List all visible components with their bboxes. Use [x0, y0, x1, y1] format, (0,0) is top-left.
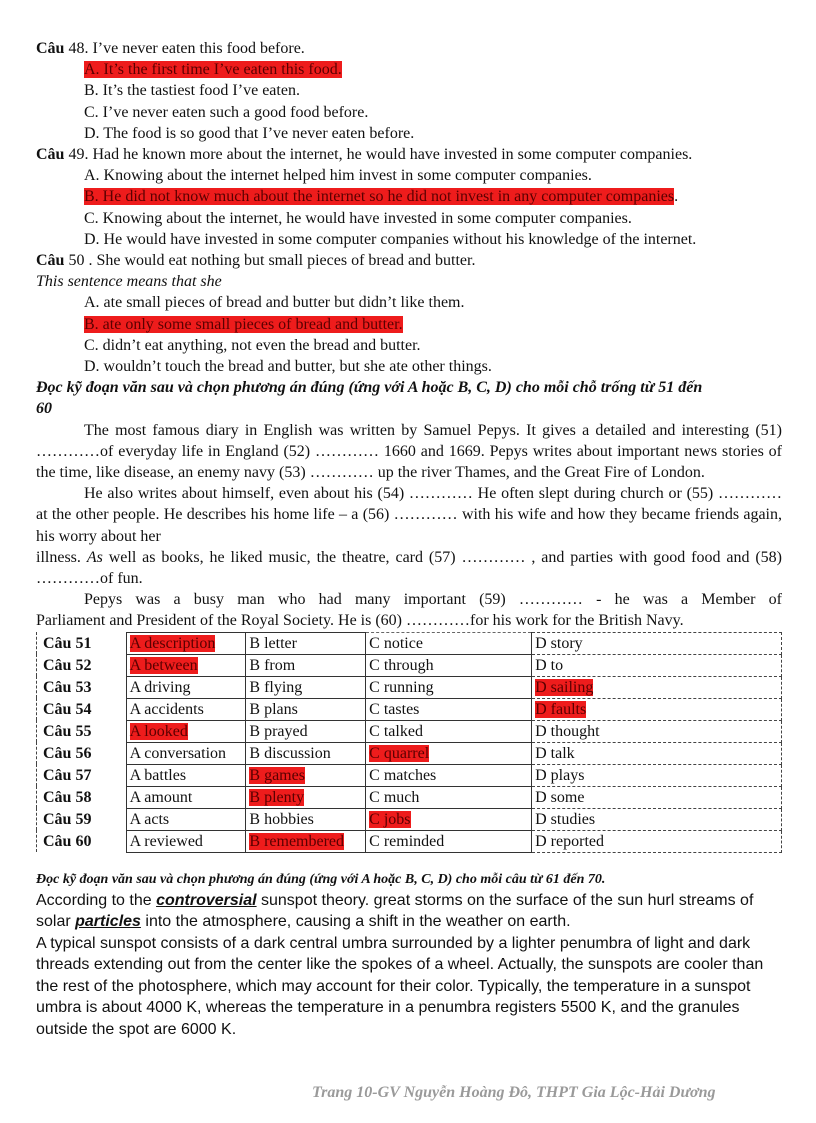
- answer-options-table: [36, 632, 782, 853]
- question-number-cell: Câu 54: [37, 698, 127, 720]
- option-cell-b: B discussion: [246, 742, 366, 764]
- question-number-cell: Câu 55: [37, 720, 127, 742]
- underlined-word-particles: particles: [75, 913, 141, 931]
- option-row: [37, 632, 782, 654]
- question-50: [36, 250, 782, 271]
- option-cell-c: C quarrel: [366, 742, 532, 764]
- question-label: Câu: [36, 40, 65, 57]
- option-cell-b: B letter: [246, 632, 366, 654]
- q50-prompt: This sentence means that she: [36, 273, 222, 291]
- question-label: Câu: [36, 146, 65, 164]
- option-cell-b: B games: [246, 764, 366, 786]
- option-cell-c: C running: [366, 676, 532, 698]
- q49-option-a: A. Knowing about the internet helped him invest in some computer companies.: [84, 167, 592, 185]
- option-cell-a: A conversation: [126, 742, 246, 764]
- question-number-cell: Câu 57: [37, 764, 127, 786]
- question-number-cell: Câu 51: [37, 632, 127, 654]
- section1-instruction-cont: 60: [36, 400, 52, 418]
- passage-paragraph-4: Pepys was a busy man who had many important (59) ………… - he was a Member of: [84, 591, 782, 609]
- option-row: [37, 698, 782, 720]
- page-footer: Trang 10-GV Nguyễn Hoàng Đô, THPT Gia Lộc-Hải Dương: [312, 1084, 716, 1101]
- option-row: [37, 830, 782, 852]
- option-row: [37, 720, 782, 742]
- option-cell-d: D talk: [532, 742, 782, 764]
- option-cell-d: D sailing: [532, 676, 782, 698]
- question-stem: 50 . She would eat nothing but small pieces of bread and butter.: [64, 252, 476, 270]
- question-number-cell: Câu 58: [37, 786, 127, 808]
- question-stem: 49. Had he known more about the internet, he would have invested in some computer companies.: [64, 146, 693, 164]
- option-cell-b: B from: [246, 654, 366, 676]
- option-cell-c: C notice: [366, 632, 532, 654]
- option-cell-c: C matches: [366, 764, 532, 786]
- q48-option-a: A. It’s the first time I’ve eaten this food.: [84, 61, 342, 79]
- exam-page: [36, 38, 782, 1040]
- option-cell-d: D studies: [532, 808, 782, 830]
- question-number-cell: Câu 59: [37, 808, 127, 830]
- option-cell-c: C much: [366, 786, 532, 808]
- q49-option-d: D. He would have invested in some computer companies without his knowledge of the internet.: [84, 230, 697, 248]
- option-cell-c: C reminded: [366, 830, 532, 852]
- question-stem: 48. I’ve never eaten this food before.: [64, 40, 305, 57]
- passage-paragraph-1: The most famous diary in English was written by Samuel Pepys. It gives a detailed and interesting (51) …………of everyday life in England (52) ………… 1660 and 1669. Pepys writes about important news stories of the time, like disease, an enemy navy (53) ………… up the river Thames, and the Great Fire of London.: [36, 421, 782, 482]
- question-48: [36, 38, 782, 59]
- option-cell-c: C jobs: [366, 808, 532, 830]
- option-cell-d: D reported: [532, 830, 782, 852]
- option-cell-a: A between: [126, 654, 246, 676]
- q50-option-b: B. ate only some small pieces of bread and butter.: [84, 315, 403, 333]
- q48-option-b: B. It’s the tastiest food I’ve eaten.: [84, 82, 300, 100]
- option-cell-d: D some: [532, 786, 782, 808]
- passage-paragraph-2: He also writes about himself, even about his (54) ………… He often slept during church or (55) ………… at the other people. He describes his home life – a (56) ………… with his wife and how they became friends again, his worry about her: [36, 485, 782, 545]
- q49-option-c: C. Knowing about the internet, he would have invested in some computer companies.: [84, 209, 632, 227]
- reading-paragraph-2: A typical sunspot consists of a dark central umbra surrounded by a lighter penumbra of light and dark threads extending out from the center like the spokes of a wheel. Actually, the sunspots are cooler than the rest of the photosphere, which may account for their color. Typically, the temperature in a sunspot umbra is about 4000 K, whereas the temperature in a penumbra registers 5500 K, and the granules outside the spot are 6000 K.: [36, 934, 764, 1038]
- option-cell-b: B flying: [246, 676, 366, 698]
- q50-option-c: C. didn’t eat anything, not even the bread and butter.: [84, 336, 421, 354]
- question-number-cell: Câu 53: [37, 676, 127, 698]
- question-label: Câu: [36, 252, 65, 270]
- q48-option-d: D. The food is so good that I’ve never eaten before.: [84, 124, 415, 142]
- option-cell-b: B hobbies: [246, 808, 366, 830]
- option-cell-d: D thought: [532, 720, 782, 742]
- option-cell-a: A reviewed: [126, 830, 246, 852]
- underlined-word-controversial: controversial: [156, 891, 257, 909]
- option-cell-d: D plays: [532, 764, 782, 786]
- option-cell-b: B plenty: [246, 786, 366, 808]
- section1-instruction: Đọc kỹ đoạn văn sau và chọn phương án đúng (ứng với A hoặc B, C, D) cho mỗi chỗ trống từ 51 đến: [36, 379, 703, 397]
- option-cell-a: A amount: [126, 786, 246, 808]
- option-row: [37, 742, 782, 764]
- option-cell-b: B prayed: [246, 720, 366, 742]
- option-cell-c: C talked: [366, 720, 532, 742]
- option-row: [37, 786, 782, 808]
- option-cell-d: D faults: [532, 698, 782, 720]
- reading-paragraph-1: According to the controversial sunspot theory. great storms on the surface of the sun hurl streams of solar particles into the atmosphere, causing a shift in the weather on earth.: [36, 891, 754, 931]
- option-cell-a: A description: [126, 632, 246, 654]
- option-cell-a: A accidents: [126, 698, 246, 720]
- question-number-cell: Câu 60: [37, 830, 127, 852]
- q50-option-d: D. wouldn’t touch the bread and butter, but she ate other things.: [84, 358, 492, 376]
- option-cell-d: D to: [532, 654, 782, 676]
- q48-option-c: C. I’ve never eaten such a good food before.: [84, 103, 369, 121]
- option-row: [37, 808, 782, 830]
- passage-paragraph-4-cont: Parliament and President of the Royal Society. He is (60) …………for his work for the British Navy.: [36, 612, 684, 630]
- question-number-cell: Câu 52: [37, 654, 127, 676]
- question-49: [36, 144, 782, 165]
- option-cell-c: C through: [366, 654, 532, 676]
- option-cell-b: B remembered: [246, 830, 366, 852]
- option-row: [37, 676, 782, 698]
- q49-option-b: B. He did not know much about the internet so he did not invest in any computer companies.: [84, 188, 679, 206]
- option-cell-a: A battles: [126, 764, 246, 786]
- option-cell-d: D story: [532, 632, 782, 654]
- option-cell-c: C tastes: [366, 698, 532, 720]
- option-row: [37, 764, 782, 786]
- option-row: [37, 654, 782, 676]
- option-cell-a: A acts: [126, 808, 246, 830]
- section2-instruction: Đọc kỹ đoạn văn sau và chọn phương án đúng (ứng với A hoặc B, C, D) cho mỗi câu từ 61 đến 70.: [36, 871, 606, 887]
- q50-option-a: A. ate small pieces of bread and butter but didn’t like them.: [84, 294, 465, 312]
- question-number-cell: Câu 56: [37, 742, 127, 764]
- passage-paragraph-3: illness. As well as books, he liked music, the theatre, card (57) ………… , and parties with good food and (58) …………of fun.: [36, 548, 783, 588]
- option-cell-a: A driving: [126, 676, 246, 698]
- option-cell-b: B plans: [246, 698, 366, 720]
- option-cell-a: A looked: [126, 720, 246, 742]
